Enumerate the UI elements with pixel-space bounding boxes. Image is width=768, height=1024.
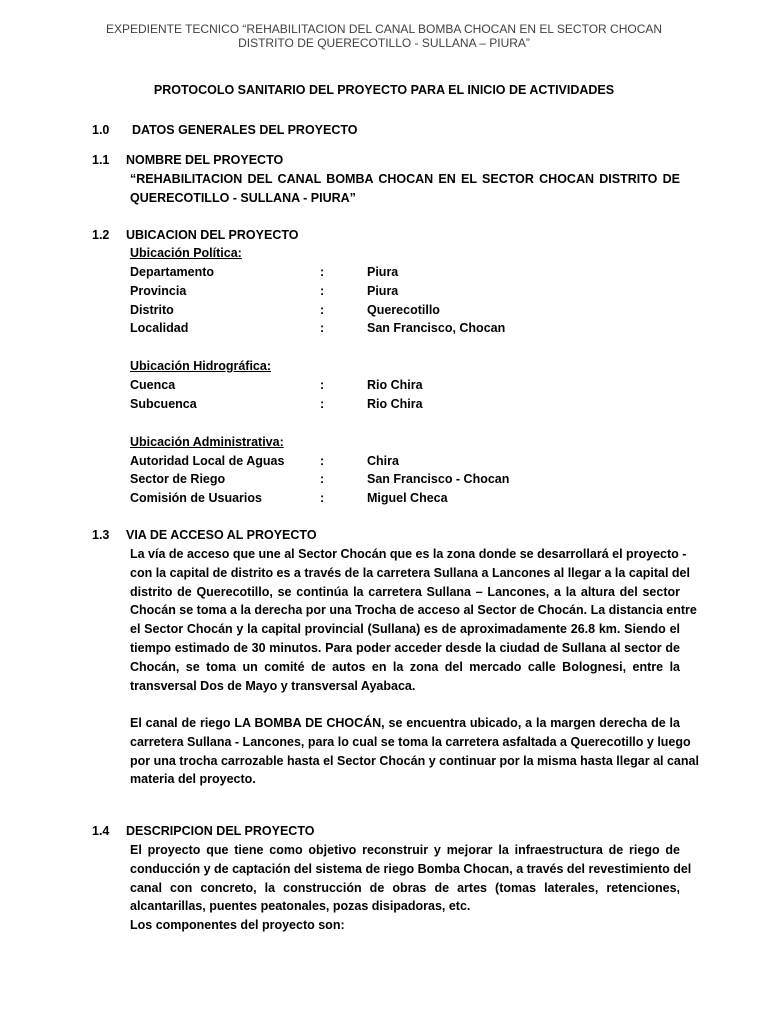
text-line: :	[320, 454, 325, 468]
section-number: 1.3	[92, 528, 110, 542]
text-line: “REHABILITACION DEL CANAL BOMBA CHOCAN EN EL SECTOR CHOCAN DISTRITO DE	[130, 172, 680, 186]
header-line-2: DISTRITO DE QUERECOTILLO - SULLANA – PIURA”	[238, 36, 530, 50]
text-line: :	[320, 472, 325, 486]
text-line: Comisión de Usuarios	[130, 491, 262, 505]
section-number: 1.2	[92, 228, 110, 242]
text-line: transversal Dos de Mayo y transversal Ayabaca.	[130, 678, 416, 693]
text-line: Rio Chira	[367, 397, 423, 411]
text-line: Querecotillo	[367, 303, 440, 317]
text-line: San Francisco, Chocan	[367, 321, 506, 335]
text-line: Chocán, se toma un comité de autos en la zona del mercado calle Bolognesi, entre la	[130, 659, 680, 674]
text-line: Subcuenca	[130, 397, 197, 411]
text-line: Autoridad Local de Aguas	[130, 454, 285, 468]
page-header	[60, 22, 708, 50]
text-line: carretera Sullana - Lancones, para lo cual se toma la carretera asfaltada a Querecotillo y luego	[130, 734, 691, 749]
ubicacion-hidrografica-heading: Ubicación Hidrográfica:	[130, 359, 271, 373]
text-line: San Francisco - Chocan	[367, 472, 510, 486]
section-label: UBICACION DEL PROYECTO	[126, 228, 299, 242]
section-number: 1.1	[92, 153, 110, 167]
text-line: Rio Chira	[367, 378, 423, 392]
text-line: por una trocha carrozable hasta el Sector Chocán y continuar por la misma hasta llegar al canal	[130, 753, 699, 768]
document-title: PROTOCOLO SANITARIO DEL PROYECTO PARA EL INICIO DE ACTIVIDADES	[153, 83, 615, 97]
text-line: alcantarillas, puentes peatonales, pozas disipadoras, etc.	[130, 899, 471, 914]
text-line: :	[320, 303, 325, 317]
section-label: VIA DE ACCESO AL PROYECTO	[126, 528, 317, 542]
text-line: tiempo estimado de 30 minutos. Para poder acceder desde la ciudad de Sullana al sector de	[130, 640, 680, 655]
text-line: :	[320, 265, 325, 279]
section-1-4-heading	[92, 824, 314, 838]
text-line: El canal de riego LA BOMBA DE CHOCÁN, se encuentra ubicado, a la margen derecha de la	[130, 716, 680, 730]
text-line: QUERECOTILLO - SULLANA - PIURA”	[130, 190, 356, 205]
project-name-text	[130, 170, 680, 208]
project-description-paragraph	[130, 841, 692, 935]
text-line: Localidad	[130, 321, 189, 335]
text-line: Piura	[367, 265, 399, 279]
text-line: :	[320, 491, 325, 505]
section-number: 1.4	[92, 824, 110, 838]
text-line: Sector de Riego	[130, 472, 226, 486]
section-label: DESCRIPCION DEL PROYECTO	[126, 824, 315, 838]
ubicacion-administrativa-heading: Ubicación Administrativa:	[130, 435, 284, 449]
text-line: :	[320, 321, 325, 335]
text-line: materia del proyecto.	[130, 772, 256, 787]
text-line: :	[320, 378, 325, 392]
section-1-3-heading	[92, 528, 317, 542]
section-1-1-heading	[92, 153, 283, 167]
text-line: con la capital de distrito es a través de la carretera Sullana a Lancones al llegar a la capital del	[130, 565, 690, 580]
text-line: Piura	[367, 284, 399, 298]
section-number: 1.0	[92, 123, 110, 137]
ubicacion-politica-heading: Ubicación Política:	[130, 246, 242, 260]
text-line: conducción y de captación del sistema de riego Bomba Chocan, a través del revestimiento del	[130, 861, 692, 876]
section-1-0-heading	[92, 123, 358, 137]
section-label: DATOS GENERALES DEL PROYECTO	[132, 123, 358, 137]
text-line: La vía de acceso que une al Sector Chocán que es la zona donde se desarrollará el proyecto -	[130, 547, 687, 561]
access-route-paragraph-2	[130, 714, 699, 789]
access-route-paragraph-1	[130, 545, 697, 695]
text-line: Departamento	[130, 265, 215, 279]
section-label: NOMBRE DEL PROYECTO	[126, 153, 284, 167]
text-line: distrito de Querecotillo, se continúa la carretera Sullana – Lancones, a la altura del sector	[130, 584, 680, 599]
text-line: Chocán se toma a la derecha por una Trocha de acceso al Sector de Chocán. La distancia entre	[130, 603, 697, 618]
text-line: canal con concreto, la construcción de obras de artes (tomas laterales, retenciones,	[130, 880, 680, 895]
text-line: :	[320, 397, 325, 411]
header-line-1: EXPEDIENTE TECNICO “REHABILITACION DEL CANAL BOMBA CHOCAN EN EL SECTOR CHOCAN	[105, 22, 663, 36]
text-line: El proyecto que tiene como objetivo reconstruir y mejorar la infraestructura de riego de	[130, 843, 680, 857]
text-line: :	[320, 284, 325, 298]
text-line: Chira	[367, 454, 399, 468]
section-1-2-heading	[92, 228, 298, 242]
components-intro: Los componentes del proyecto son:	[130, 918, 345, 933]
text-line: Cuenca	[130, 378, 176, 392]
text-line: Provincia	[130, 284, 187, 298]
text-line: el Sector Chocán y la capital provincial (Sullana) es de aproximadamente 26.8 km. Siendo el	[130, 622, 680, 637]
text-line: Miguel Checa	[367, 491, 448, 505]
text-line: Distrito	[130, 303, 174, 317]
